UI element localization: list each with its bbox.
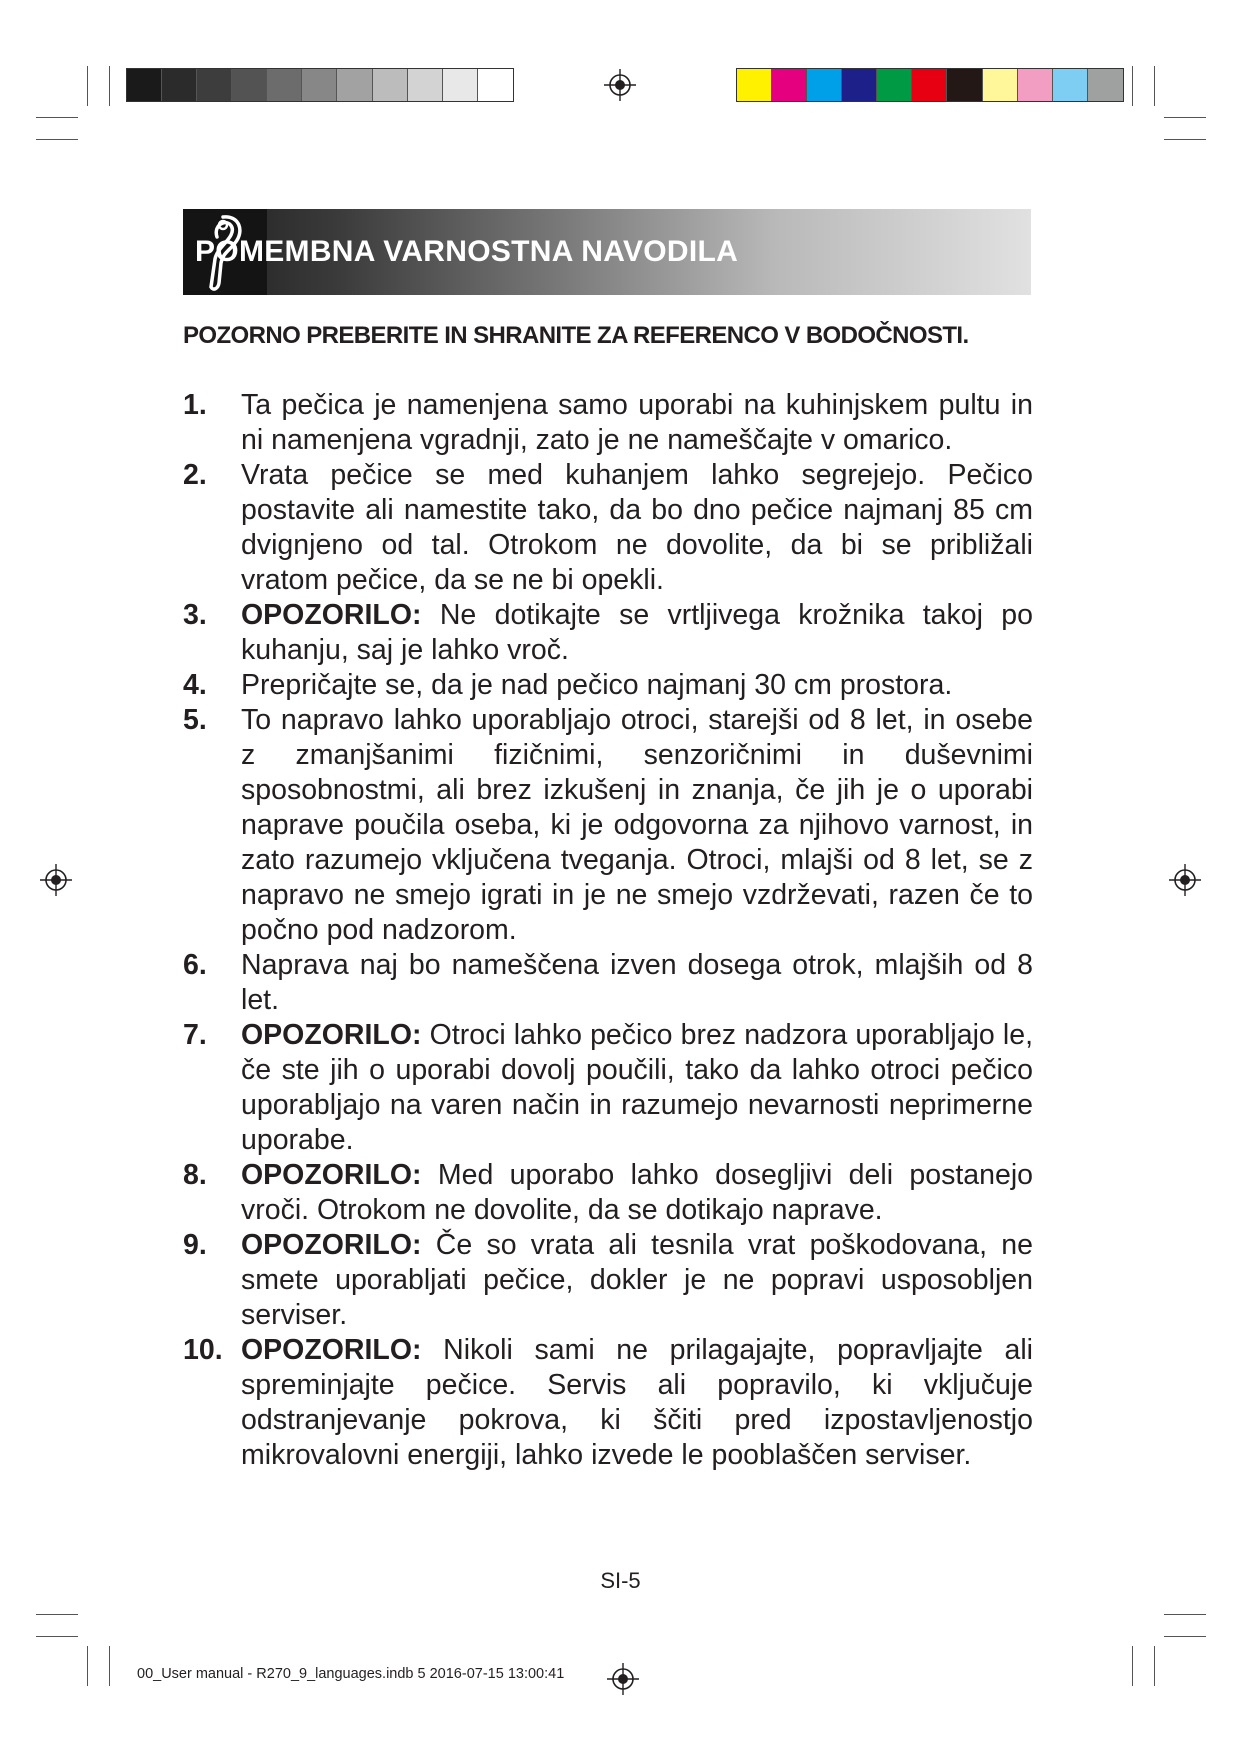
warning-label: OPOZORILO: <box>241 1229 422 1261</box>
crop-mark <box>1154 66 1155 106</box>
instruction-text: Naprava naj bo nameščena izven dosega otrok, mlajših od 8 let. <box>241 949 1033 1016</box>
warning-label: OPOZORILO: <box>241 599 422 631</box>
registration-mark-icon <box>607 1663 639 1695</box>
instruction-text: Med uporabo lahko dosegljivi deli postanejo vroči. Otrokom ne dovolite, da se dotikajo naprave. <box>241 1159 1033 1226</box>
instruction-item <box>183 1018 1033 1158</box>
crop-mark <box>1164 139 1206 140</box>
color-swatch <box>1018 69 1053 101</box>
instruction-number: 8. <box>183 1159 207 1191</box>
instruction-item <box>183 598 1033 668</box>
grayscale-color-bar <box>126 68 514 102</box>
print-slug: 00_User manual - R270_9_languages.indb 5 2016-07-15 13:00:41 <box>137 1666 565 1682</box>
instruction-text: To napravo lahko uporabljajo otroci, starejši od 8 let, in osebe z zmanjšanimi fizičnimi, senzoričnimi in duševnimi sposobnostmi, ali brez izkušenj in znanja, če jih je o uporabi naprave poučila oseba, ki je odgovorna za njihovo varnost, in zato razumejo vključena tveganja. Otroci, mlajši od 8 let, se z napravo ne smejo igrati in je ne smejo vzdrževati, razen če to počno pod nadzorom. <box>241 704 1033 946</box>
instruction-item <box>183 948 1033 1018</box>
color-swatch <box>772 69 807 101</box>
instruction-number: 4. <box>183 669 207 701</box>
instruction-number: 9. <box>183 1229 207 1261</box>
color-swatch <box>842 69 877 101</box>
instruction-text: Vrata pečice se med kuhanjem lahko segrejejo. Pečico postavite ali namestite tako, da bo dno pečice najmanj 85 cm dvignjeno od tal. Otrokom ne dovolite, da bi se približali vratom pečice, da se ne bi opekli. <box>241 459 1033 596</box>
instruction-text: Prepričajte se, da je nad pečico najmanj 30 cm prostora. <box>241 669 953 701</box>
crop-mark <box>87 1646 88 1686</box>
subtitle: POZORNO PREBERITE IN SHRANITE ZA REFERENCO V BODOČNOSTI. <box>183 322 969 349</box>
registration-mark-icon <box>604 69 636 101</box>
instruction-item <box>183 1228 1033 1333</box>
crop-mark <box>1164 1636 1206 1637</box>
color-swatch <box>408 69 443 101</box>
section-header <box>183 209 1031 295</box>
instruction-text: Če so vrata ali tesnila vrat poškodovana, ne smete uporabljati pečice, dokler je ne popravi usposobljen serviser. <box>241 1229 1034 1331</box>
warning-label: OPOZORILO: <box>241 1019 422 1051</box>
instruction-item <box>183 458 1033 598</box>
warning-label: OPOZORILO: <box>241 1159 422 1191</box>
color-swatch <box>1053 69 1088 101</box>
color-swatch <box>737 69 772 101</box>
instruction-item <box>183 668 1033 703</box>
color-swatch <box>1088 69 1123 101</box>
instruction-number: 10. <box>183 1334 223 1366</box>
instruction-number: 5. <box>183 704 207 736</box>
instruction-number: 2. <box>183 459 207 491</box>
process-color-bar <box>736 68 1124 102</box>
color-swatch <box>877 69 912 101</box>
registration-mark-icon <box>1169 864 1201 896</box>
instruction-text: Nikoli sami ne prilagajajte, popravljajte ali spreminjajte pečice. Servis ali popravilo, ki vključuje odstranjevanje pokrova, ki ščiti pred izpostavljenostjo mikrovalovni energiji, lahko izvede le pooblaščen serviser. <box>241 1334 1033 1471</box>
color-swatch <box>807 69 842 101</box>
color-swatch <box>983 69 1018 101</box>
instruction-number: 7. <box>183 1019 207 1051</box>
instruction-item <box>183 388 1033 458</box>
instruction-number: 6. <box>183 949 207 981</box>
color-swatch <box>302 69 337 101</box>
crop-mark <box>109 1646 110 1686</box>
color-swatch <box>232 69 267 101</box>
color-swatch <box>127 69 162 101</box>
warning-label: OPOZORILO: <box>241 1334 422 1366</box>
crop-mark <box>1132 66 1133 106</box>
instruction-text: Ne dotikajte se vrtljivega krožnika takoj po kuhanju, saj je lahko vroč. <box>241 599 1033 666</box>
crop-mark <box>1164 1614 1206 1615</box>
crop-mark <box>36 1636 78 1637</box>
instruction-item <box>183 1333 1033 1473</box>
color-swatch <box>373 69 408 101</box>
instruction-text: Otroci lahko pečico brez nadzora uporabljajo le, če ste jih o uporabi dovolj poučili, tako da lahko otroci pečico uporabljajo na varen način in razumejo nevarnosti neprimerne uporabe. <box>241 1019 1034 1156</box>
instruction-item <box>183 703 1033 948</box>
color-swatch <box>197 69 232 101</box>
crop-mark <box>109 66 110 106</box>
color-swatch <box>267 69 302 101</box>
crop-mark <box>1154 1646 1155 1686</box>
instruction-item <box>183 1158 1033 1228</box>
crop-mark <box>36 117 78 118</box>
color-swatch <box>912 69 947 101</box>
page-title: POMEMBNA VARNOSTNA NAVODILA <box>195 235 739 268</box>
crop-mark <box>87 66 88 106</box>
crop-mark <box>1164 117 1206 118</box>
crop-mark <box>36 139 78 140</box>
safety-instructions-list <box>183 388 1033 1473</box>
page-number: SI-5 <box>600 1568 641 1593</box>
instruction-number: 1. <box>183 389 207 421</box>
crop-mark <box>1132 1646 1133 1686</box>
color-swatch <box>162 69 197 101</box>
color-swatch <box>478 69 513 101</box>
instruction-text: Ta pečica je namenjena samo uporabi na kuhinjskem pultu in ni namenjena vgradnji, zato je ne nameščajte v omarico. <box>241 389 1033 456</box>
crop-mark <box>36 1614 78 1615</box>
instruction-number: 3. <box>183 599 207 631</box>
color-swatch <box>947 69 982 101</box>
color-swatch <box>443 69 478 101</box>
registration-mark-icon <box>40 864 72 896</box>
color-swatch <box>337 69 372 101</box>
